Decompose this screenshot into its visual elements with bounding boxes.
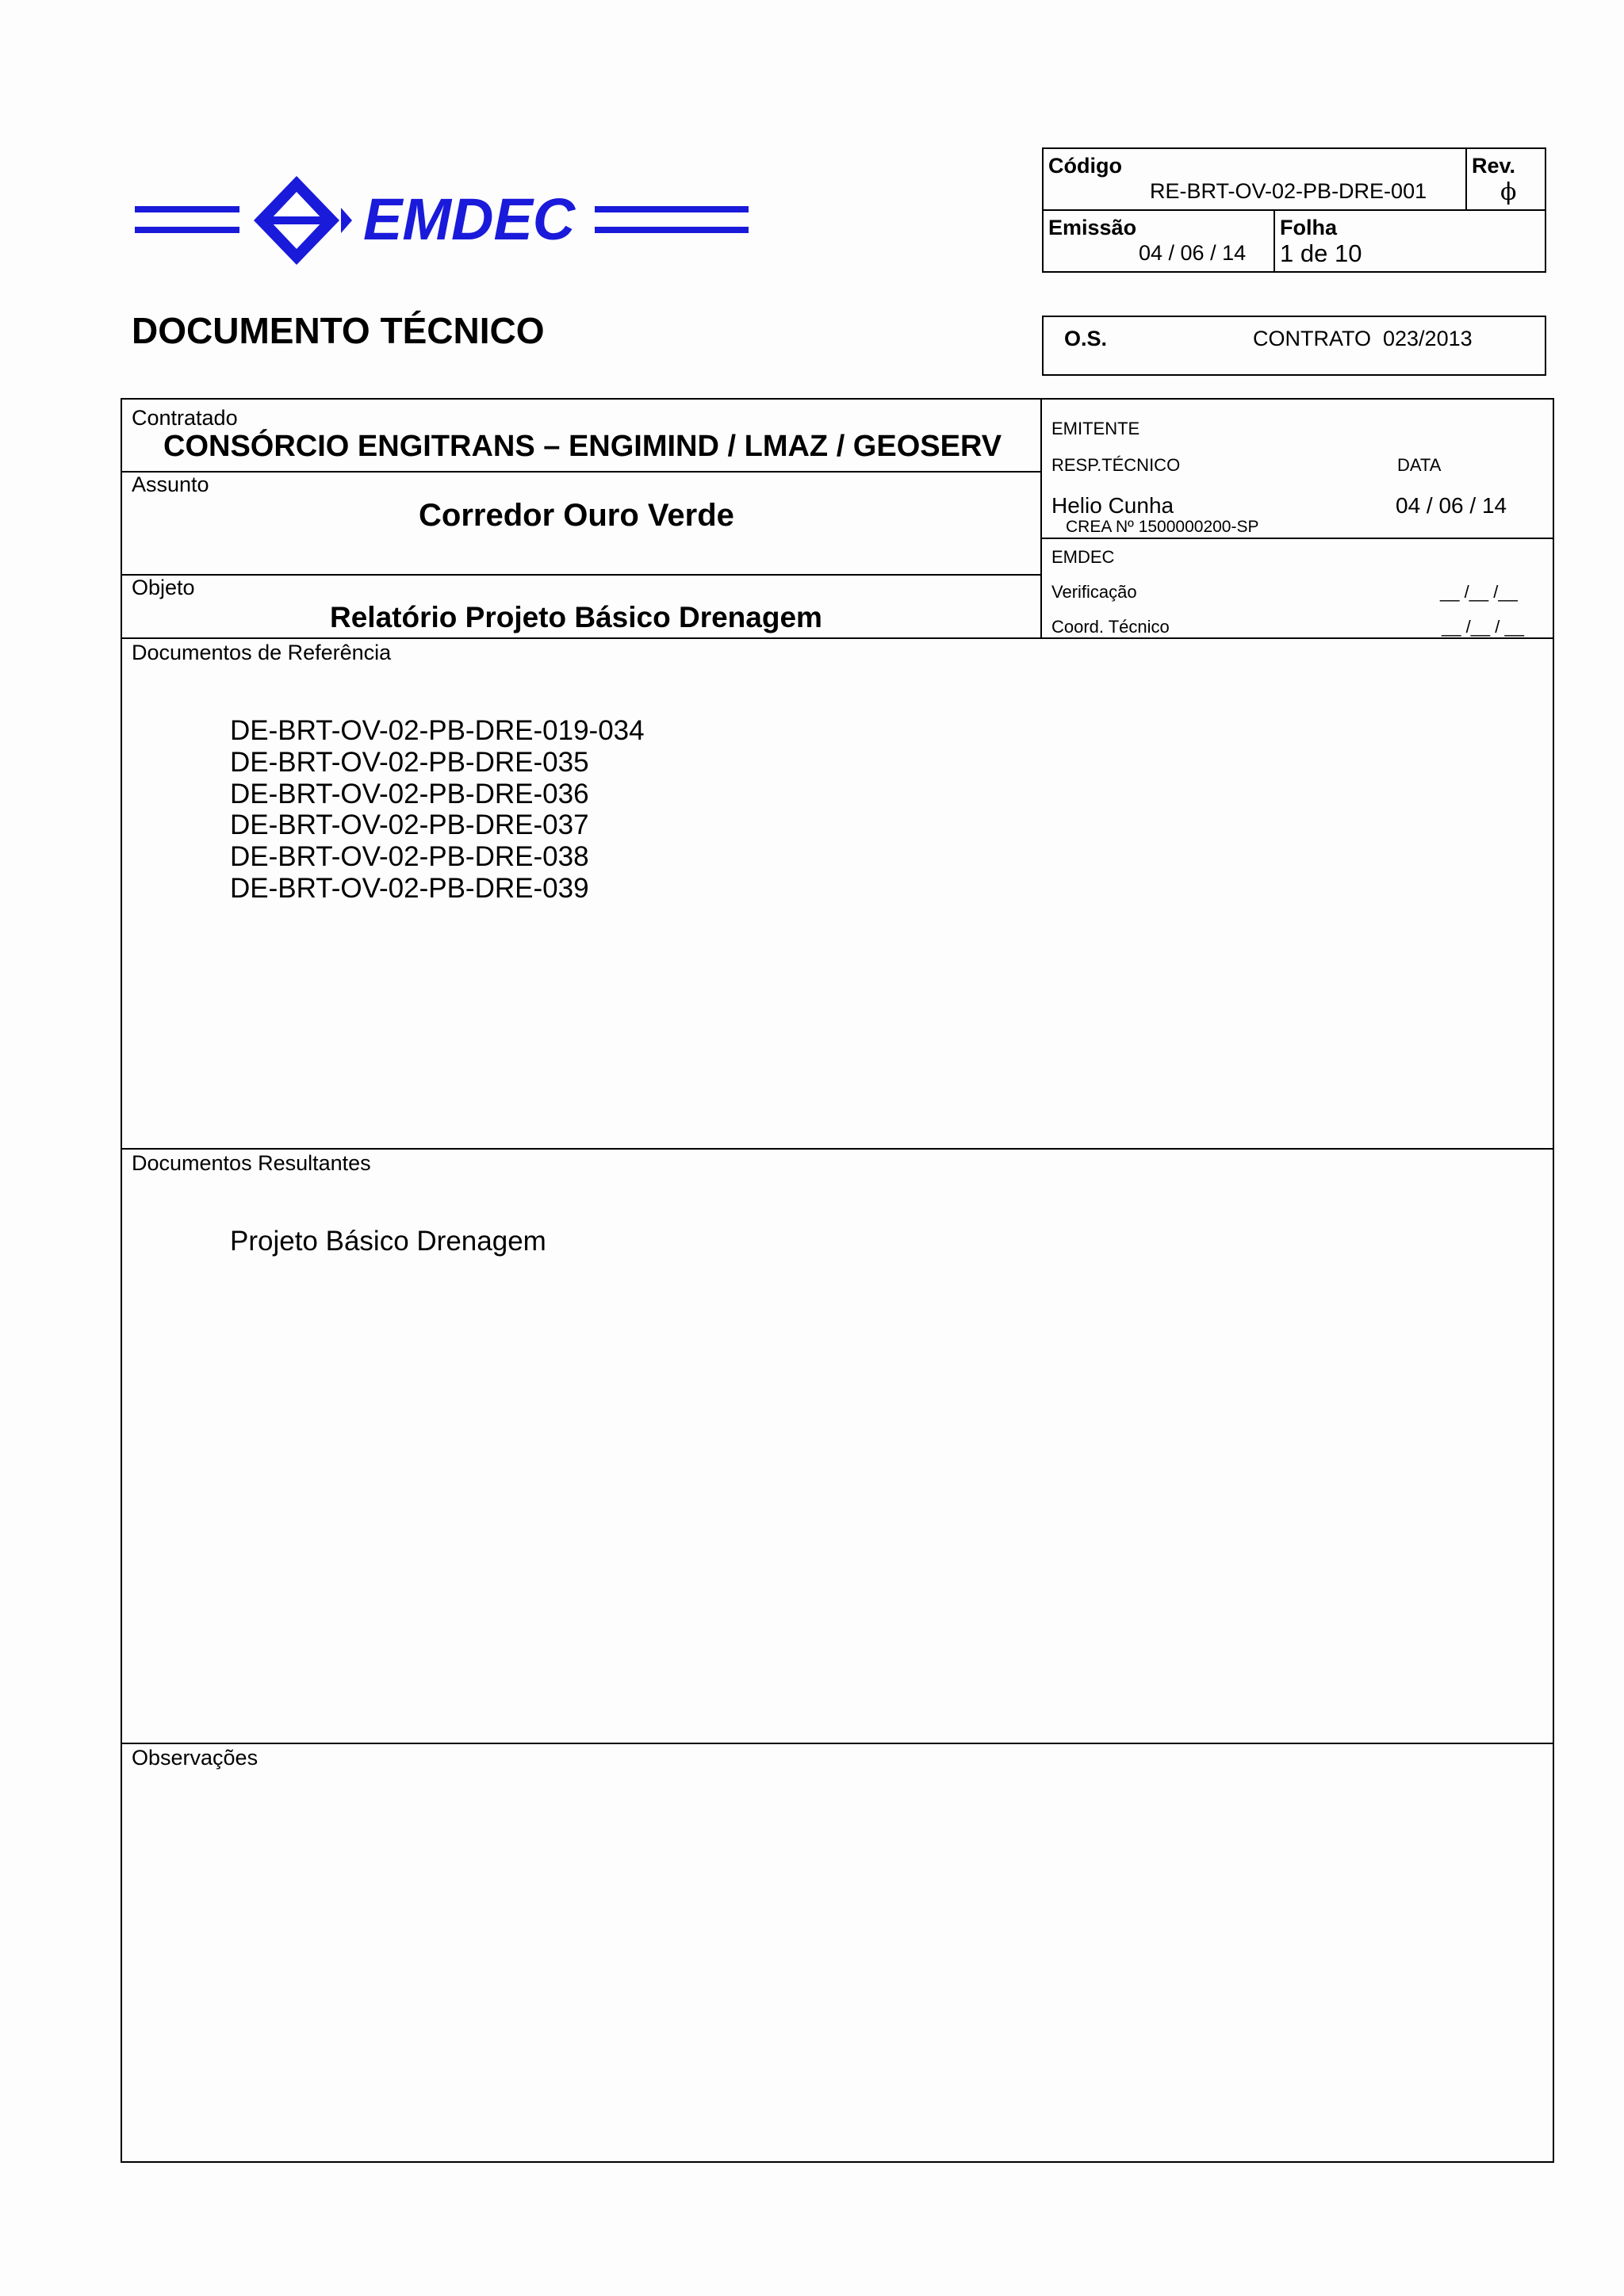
list-item: Projeto Básico Drenagem	[230, 1226, 546, 1257]
emdec-label: EMDEC	[1051, 547, 1115, 567]
codigo-value: RE-BRT-OV-02-PB-DRE-001	[1150, 179, 1427, 203]
resultantes-label: Documentos Resultantes	[132, 1151, 371, 1175]
list-item: DE-BRT-OV-02-PB-DRE-037	[230, 809, 589, 840]
emitente-label: EMITENTE	[1051, 419, 1140, 438]
assunto-value: Corredor Ouro Verde	[419, 498, 734, 533]
logo-text: EMDEC	[363, 186, 576, 252]
logo-left-bar-bottom	[135, 227, 239, 233]
logo-right-bar-top	[595, 206, 749, 212]
verificacao-date: __ /__ /__	[1440, 582, 1518, 602]
referencia-label: Documentos de Referência	[132, 641, 392, 664]
resp-name: Helio Cunha	[1051, 493, 1174, 518]
assunto-label: Assunto	[132, 473, 209, 496]
folha-value: 1 de 10	[1280, 239, 1362, 267]
list-item: DE-BRT-OV-02-PB-DRE-039	[230, 873, 589, 904]
emdec-logo	[133, 174, 752, 270]
objeto-value: Relatório Projeto Básico Drenagem	[330, 601, 822, 633]
resp-date: 04 / 06 / 14	[1396, 493, 1507, 518]
coord-tecnico-date: __ /__ / __	[1442, 617, 1524, 637]
list-item: DE-BRT-OV-02-PB-DRE-038	[230, 841, 589, 872]
logo-left-bar-top	[135, 206, 239, 212]
objeto-label: Objeto	[132, 576, 195, 599]
coord-tecnico-label: Coord. Técnico	[1051, 617, 1170, 637]
emissao-label: Emissão	[1048, 216, 1137, 239]
list-item: DE-BRT-OV-02-PB-DRE-036	[230, 779, 589, 809]
list-item: DE-BRT-OV-02-PB-DRE-019-034	[230, 715, 645, 746]
diamond-icon	[252, 174, 355, 266]
folha-label: Folha	[1280, 216, 1337, 239]
document-title: DOCUMENTO TÉCNICO	[132, 310, 545, 351]
list-item: DE-BRT-OV-02-PB-DRE-035	[230, 747, 589, 778]
logo-right-bar-bottom	[595, 227, 749, 233]
contratado-label: Contratado	[132, 406, 238, 430]
codigo-label: Código	[1048, 154, 1122, 178]
emissao-value: 04 / 06 / 14	[1139, 241, 1247, 265]
contratado-value: CONSÓRCIO ENGITRANS – ENGIMIND / LMAZ / GEOSERV	[163, 430, 1002, 463]
verificacao-label: Verificação	[1051, 582, 1137, 602]
crea-number: CREA Nº 1500000200-SP	[1066, 518, 1259, 536]
rev-value: ϕ	[1500, 178, 1517, 206]
rev-label: Rev.	[1472, 154, 1516, 178]
resp-tecnico-label: RESP.TÉCNICO	[1051, 455, 1181, 475]
data-label: DATA	[1397, 455, 1442, 475]
observacoes-label: Observações	[132, 1746, 259, 1770]
os-label: O.S.	[1064, 327, 1108, 350]
os-value: CONTRATO 023/2013	[1253, 327, 1473, 350]
